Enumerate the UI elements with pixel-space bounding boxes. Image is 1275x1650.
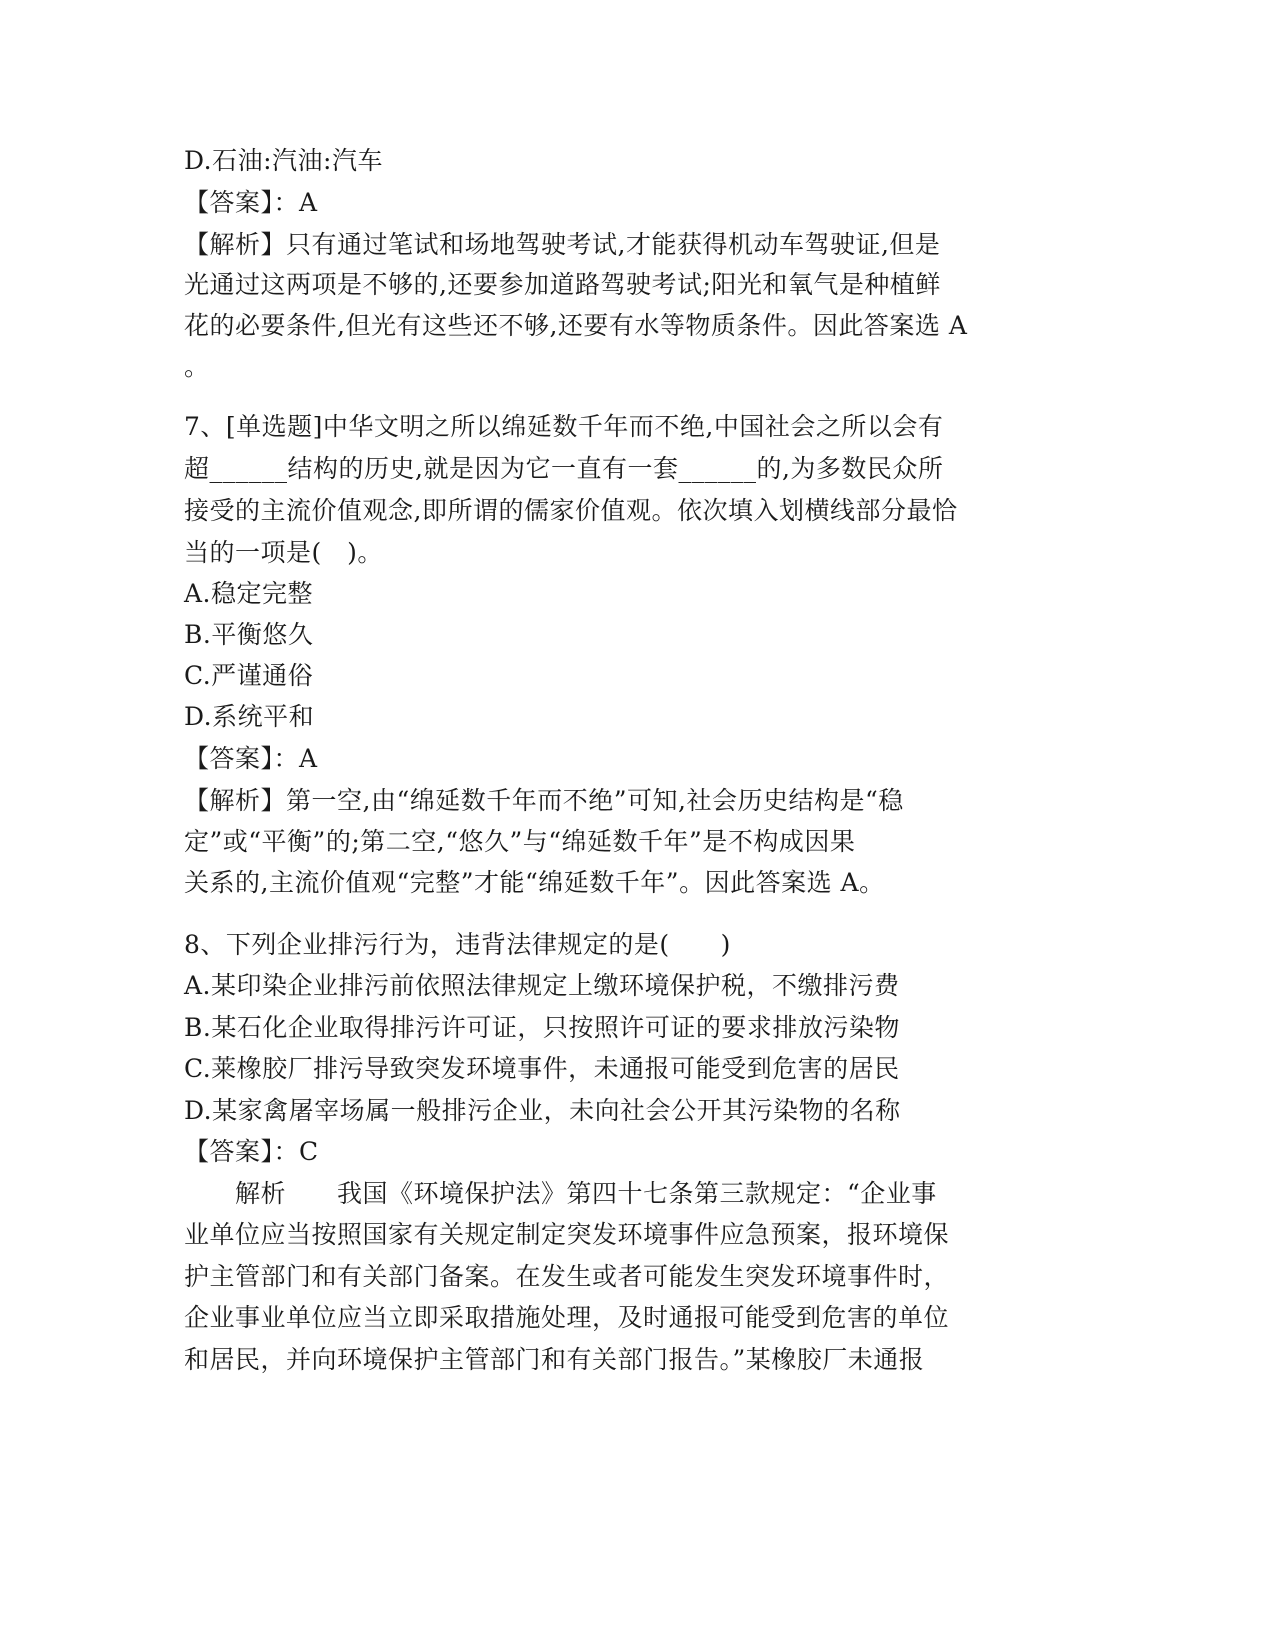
- q7-option-b: B.平衡悠久: [184, 620, 314, 649]
- q7-analysis-line: 【解析】第一空,由“绵延数千年而不绝”可知,社会历史结构是“稳: [184, 786, 904, 815]
- q6-analysis-line: 【解析】只有通过笔试和场地驾驶考试,才能获得机动车驾驶证,但是: [184, 230, 941, 259]
- q8-analysis-line: 和居民，并向环境保护主管部门和有关部门报告。”某橡胶厂未通报: [184, 1345, 925, 1374]
- q8-answer: 【答案】：C: [184, 1137, 319, 1166]
- q7-option-c: C.严谨通俗: [184, 661, 314, 690]
- q7-analysis-line: 关系的,主流价值观“完整”才能“绵延数千年”。因此答案选 A。: [184, 868, 885, 897]
- q6-analysis-line: 光通过这两项是不够的,还要参加道路驾驶考试;阳光和氧气是种植鲜: [184, 270, 941, 299]
- q7-stem-line: 7、[单选题]中华文明之所以绵延数千年而不绝,中国社会之所以会有: [184, 412, 944, 441]
- q6-answer: 【答案】：A: [184, 188, 318, 217]
- q7-option-a: A.稳定完整: [184, 579, 314, 608]
- q6-analysis-line: 花的必要条件,但光有这些还不够,还要有水等物质条件。因此答案选 A: [184, 311, 968, 340]
- q7-stem-line: 当的一项是( )。: [184, 538, 383, 567]
- q7-stem-line: 接受的主流价值观念,即所谓的儒家价值观。依次填入划横线部分最恰: [184, 496, 958, 525]
- q7-analysis-line: 定”或“平衡”的;第二空,“悠久”与“绵延数千年”是不构成因果: [184, 827, 856, 856]
- q8-option-b: B.某石化企业取得排污许可证，只按照许可证的要求排放污染物: [184, 1013, 900, 1042]
- q8-analysis-line: 业单位应当按照国家有关规定制定突发环境事件应急预案，报环境保: [184, 1220, 950, 1249]
- q8-analysis-line: 护主管部门和有关部门备案。在发生或者可能发生突发环境事件时，: [184, 1262, 950, 1291]
- q8-option-c: C.莱橡胶厂排污导致突发环境事件，未通报可能受到危害的居民: [184, 1054, 900, 1083]
- q7-option-d: D.系统平和: [184, 702, 315, 731]
- q6-option-d: D.石油:汽油:汽车: [184, 146, 383, 175]
- q6-analysis-line: 。: [184, 352, 210, 381]
- q7-answer: 【答案】：A: [184, 744, 318, 773]
- q8-stem: 8、下列企业排污行为，违背法律规定的是( ): [184, 930, 731, 959]
- q8-option-d: D.某家禽屠宰场属一般排污企业，未向社会公开其污染物的名称: [184, 1096, 901, 1125]
- q8-analysis-line: 解析 我国《环境保护法》第四十七条第三款规定：“企业事: [184, 1179, 937, 1208]
- q7-stem-line: 超______结构的历史,就是因为它一直有一套______的,为多数民众所: [184, 454, 944, 483]
- q8-analysis-line: 企业事业单位应当立即采取措施处理，及时通报可能受到危害的单位: [184, 1303, 950, 1332]
- q8-option-a: A.某印染企业排污前依照法律规定上缴环境保护税，不缴排污费: [184, 971, 900, 1000]
